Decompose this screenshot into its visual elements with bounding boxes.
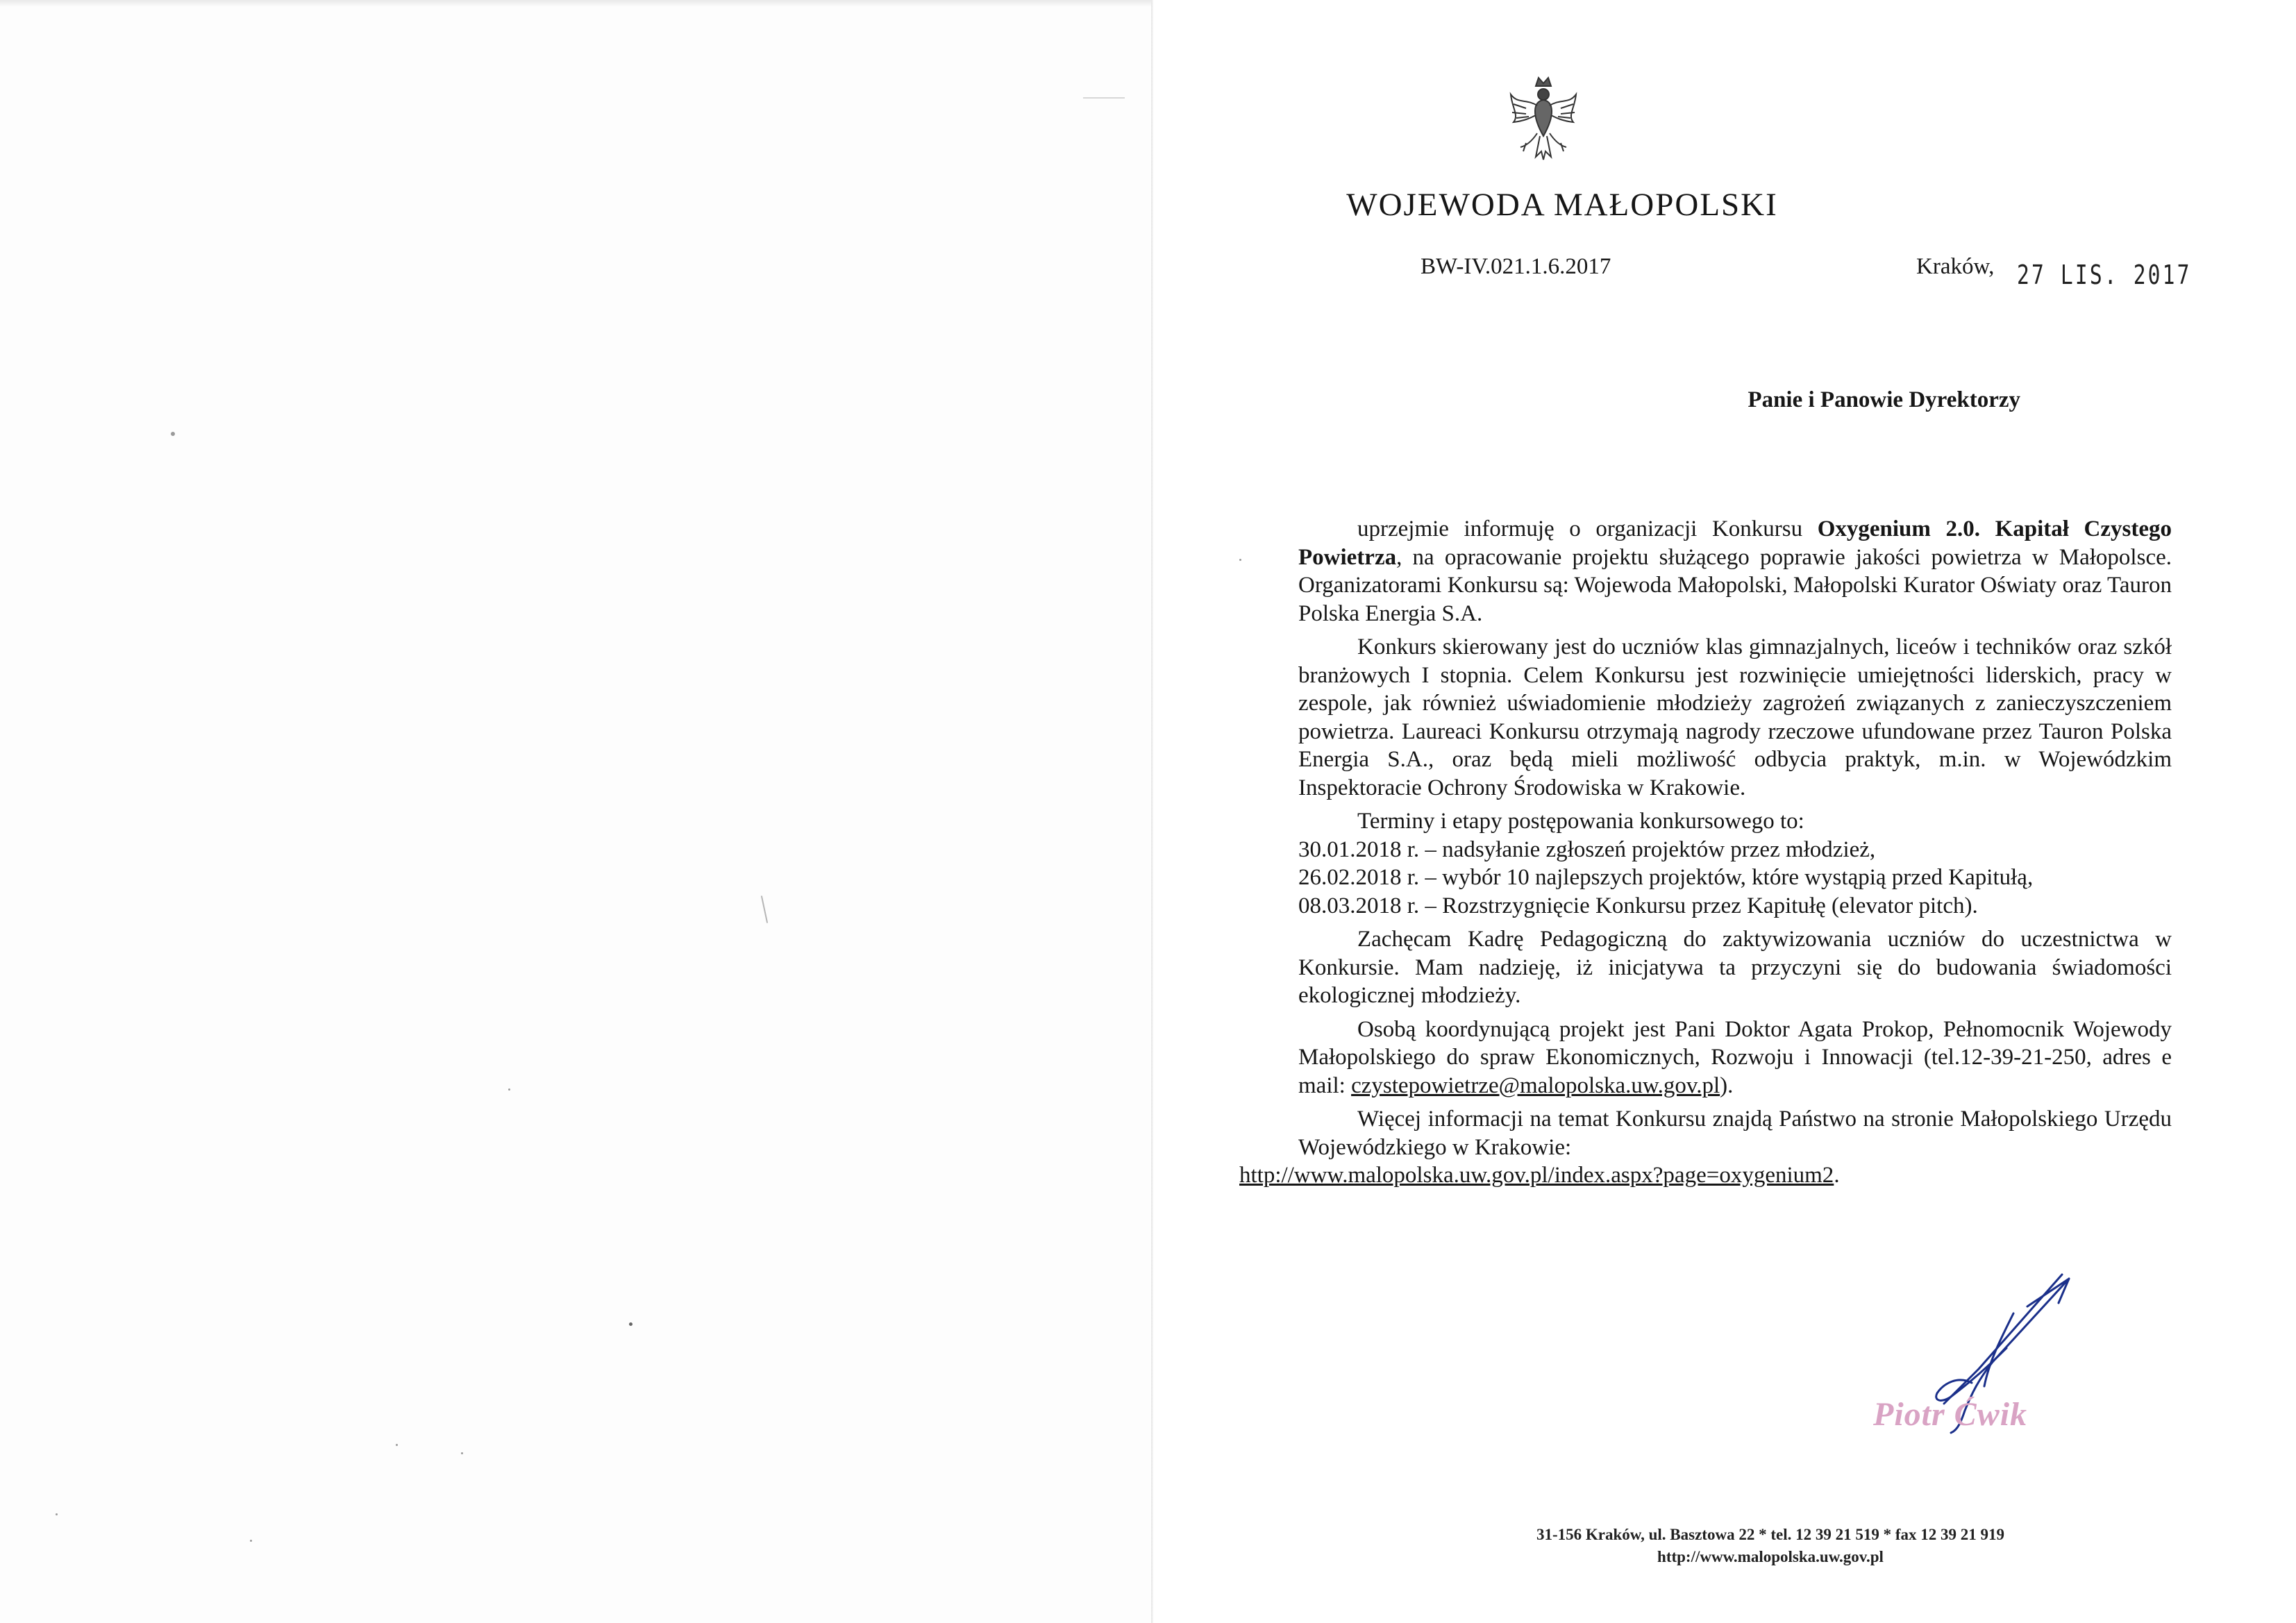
footer — [1389, 1524, 2152, 1568]
scan-speck — [396, 1444, 398, 1446]
office-title: WOJEWODA MAŁOPOLSKI — [1346, 187, 1778, 223]
schedule-item: 26.02.2018 r. – wybór 10 najlepszych projektów, które wystąpią przed Kapitułą, — [1298, 865, 2034, 890]
place: Kraków, — [1916, 254, 1995, 279]
paragraph-intro — [1298, 515, 2172, 628]
schedule-lead: Terminy i etapy postępowania konkursowego to: — [1357, 809, 1804, 834]
salutation: Panie i Panowie Dyrektorzy — [1748, 387, 2020, 412]
coordinator-text: Osobą koordynującą projekt jest Pani Doktor Agata Prokop, Pełnomocnik Wojewody Małopolskiego do spraw Ekonomicznych, Rozwoju i Innowacji (tel.12-39-21-250, adres e mail: — [1298, 1016, 2172, 1098]
polish-eagle-emblem-icon — [1505, 74, 1582, 164]
scan-mark — [761, 895, 768, 923]
more-info-after: . — [1834, 1163, 1840, 1188]
paragraph-encouragement: Zachęcam Kadrę Pedagogiczną do zaktywizowania uczniów do uczestnictwa w Konkursie. Mam nadzieję, iż inicjatywa ta przyczyni się do budowania świadomości ekologicznej młodzieży. — [1298, 927, 2172, 1008]
scan-speck — [508, 1088, 510, 1091]
schedule — [1298, 807, 2172, 920]
schedule-item: 08.03.2018 r. – Rozstrzygnięcie Konkursu przez Kapitułę (elevator pitch). — [1298, 893, 1978, 918]
scan-speck — [629, 1322, 632, 1326]
paragraph-coordinator — [1298, 1016, 2172, 1100]
signer-name-stamp: Piotr Ćwik — [1873, 1396, 2028, 1433]
scan-mark — [1083, 97, 1125, 99]
reference-number: BW-IV.021.1.6.2017 — [1421, 254, 1611, 279]
page-top-edge — [0, 0, 1153, 7]
scan-speck — [461, 1452, 463, 1454]
coordinator-after: ). — [1720, 1073, 1734, 1098]
more-info-text: Więcej informacji na temat Konkursu znajdą Państwo na stronie Małopolskiego Urzędu Wojewódzkiego w Krakowie: — [1298, 1107, 2172, 1160]
scan-speck — [171, 432, 175, 436]
website-link[interactable]: http://www.malopolska.uw.gov.pl/index.aspx?page=oxygenium2 — [1239, 1163, 1834, 1188]
intro-text: uprzejmie informuję o organizacji Konkursu — [1357, 516, 1818, 541]
letter-body — [1239, 515, 2172, 1195]
footer-website[interactable]: http://www.malopolska.uw.gov.pl — [1657, 1548, 1884, 1565]
intro-rest: , na opracowanie projektu służącego poprawie jakości powietrza w Małopolsce. Organizatorami Konkursu są: Wojewoda Małopolski, Małopolski Kurator Oświaty oraz Tauron Polska Energia S.A. — [1298, 544, 2172, 626]
scan-speck — [1239, 559, 1241, 561]
schedule-item: 30.01.2018 r. – nadsyłanie zgłoszeń projektów przez młodzież, — [1298, 836, 1876, 862]
footer-address: 31-156 Kraków, ul. Basztowa 22 * tel. 12 39 21 519 * fax 12 39 21 919 — [1536, 1526, 2004, 1543]
scan-speck — [250, 1540, 252, 1542]
paragraph-more-info — [1239, 1105, 2172, 1190]
scan-speck — [56, 1513, 58, 1515]
page-fold — [1151, 0, 1153, 1623]
date-stamp: 27 LIS. 2017 — [2017, 260, 2192, 290]
paragraph-contest-description: Konkurs skierowany jest do uczniów klas gimnazjalnych, liceów i techników oraz szkół branżowych I stopnia. Celem Konkursu jest rozwinięcie umiejętności liderskich, pracy w zespole, jak również uświadomienie młodzieży zagrożeń związanych z zanieczyszczeniem powietrza. Laureaci Konkursu otrzymają nagrody rzeczowe ufundowane przez Tauron Polska Energia S.A., oraz będą mieli możliwość odbycia praktyk, m.in. w Wojewódzkim Inspektoracie Ochrony Środowiska w Krakowie. — [1298, 634, 2172, 800]
email-link[interactable]: czystepowietrze@malopolska.uw.gov.pl — [1351, 1073, 1720, 1098]
contest-name: Oxygenium 2.0. Kapitał Czystego Powietrza — [1298, 516, 2172, 570]
